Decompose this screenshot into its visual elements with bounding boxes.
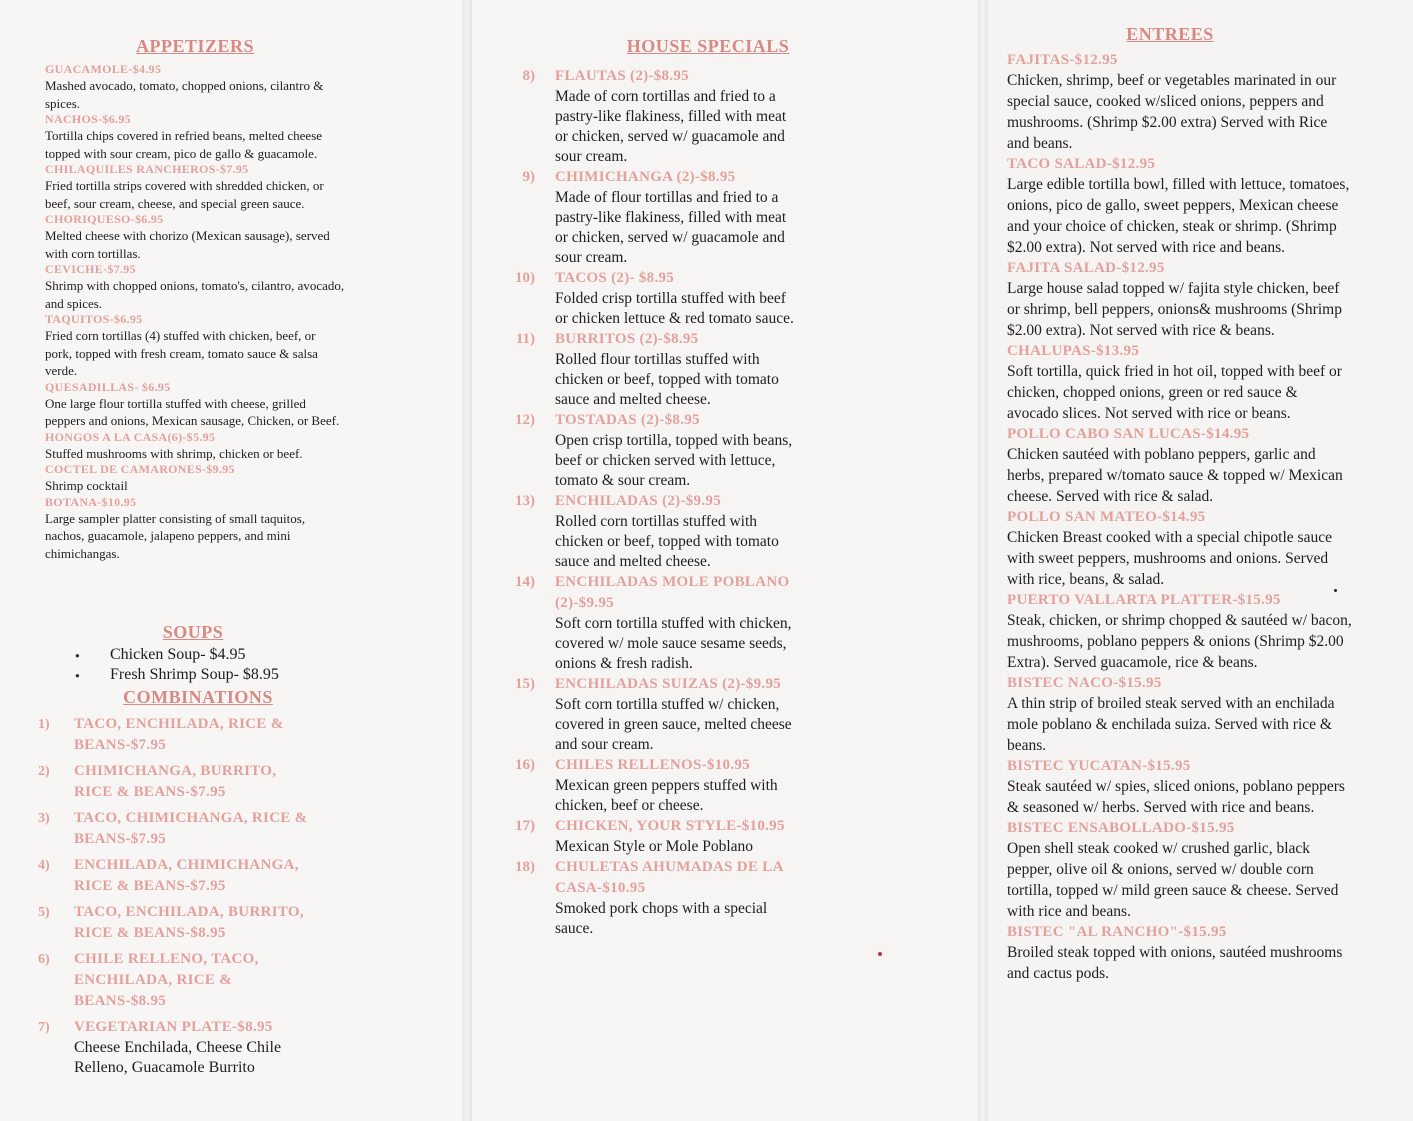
entree-title: TACO SALAD-$12.95 <box>1007 156 1156 172</box>
combination-number: 1) <box>38 717 50 732</box>
appetizer-item <box>45 212 345 262</box>
combination-title: CHIMICHANGA, BURRITO, RICE & BEANS-$7.95 <box>74 763 277 800</box>
appetizer-description: Tortilla chips covered in refried beans, melted cheese topped with sour cream, pico de gallo & guacamole. <box>45 128 323 161</box>
house-special-description: Rolled flour tortillas stuffed with chicken or beef, topped with tomato sauce and melted cheese. <box>555 351 779 408</box>
print-speck <box>1334 589 1337 592</box>
entree-item <box>1007 424 1352 507</box>
combination-number: 5) <box>38 905 50 920</box>
house-special-description: Mexican Style or Mole Poblano <box>555 838 754 855</box>
combination-title: TACO, ENCHILADA, BURRITO, RICE & BEANS-$8.95 <box>74 904 304 941</box>
combination-title: TACO, ENCHILADA, RICE & BEANS-$7.95 <box>74 716 284 753</box>
entree-item <box>1007 673 1352 756</box>
appetizer-title: CHILAQUILES RANCHEROS-$7.95 <box>45 162 249 176</box>
house-special-title: ENCHILADAS SUIZAS (2)-$9.95 <box>555 676 782 692</box>
soup-item: ● Chicken Soup- $4.95 <box>75 645 279 665</box>
entree-description: Open shell steak cooked w/ crushed garlic, black pepper, olive oil & onions, served w/ double corn tortilla, topped w/ mild green sauce & cheese. Served with rice and beans. <box>1007 840 1339 920</box>
entree-title: BISTEC "AL RANCHO"-$15.95 <box>1007 924 1227 940</box>
house-special-description: Made of flour tortillas and fried to a pastry-like flakiness, filled with meat or chicken, served w/ guacamole and sour cream. <box>555 189 787 266</box>
entree-title: POLLO CABO SAN LUCAS-$14.95 <box>1007 426 1250 442</box>
house-special-title: ENCHILADAS (2)-$9.95 <box>555 493 722 509</box>
entree-description: A thin strip of broiled steak served with an enchilada mole poblano & enchilada suiza. Served with rice & beans. <box>1007 695 1335 754</box>
house-special-title: TOSTADAS (2)-$8.95 <box>555 412 700 428</box>
combination-title: TACO, CHIMICHANGA, RICE & BEANS-$7.95 <box>74 810 308 847</box>
combination-title: CHILE RELLENO, TACO, ENCHILADA, RICE & BEANS-$8.95 <box>74 951 259 1009</box>
house-special-item <box>515 329 795 410</box>
house-special-number: 16) <box>515 757 535 773</box>
house-special-description: Folded crisp tortilla stuffed with beef or chicken lettuce & red tomato sauce. <box>555 290 794 327</box>
appetizer-description: Mashed avocado, tomato, chopped onions, cilantro & spices. <box>45 78 324 111</box>
appetizer-title: CHORIQUESO-$6.95 <box>45 212 164 226</box>
combination-number: 2) <box>38 764 50 779</box>
entree-description: Chicken sautéed with poblano peppers, garlic and herbs, prepared w/tomato sauce & topped w/ Mexican cheese. Served with rice & salad. <box>1007 446 1343 505</box>
appetizer-description: Shrimp with chopped onions, tomato's, cilantro, avocado, and spices. <box>45 278 345 311</box>
appetizer-description: Large sampler platter consisting of small taquitos, nachos, guacamole, jalapeno peppers, and mini chimichangas. <box>45 510 306 561</box>
combination-title: VEGETARIAN PLATE-$8.95 <box>74 1019 273 1035</box>
appetizer-description: Shrimp cocktail <box>45 478 128 493</box>
combination-item <box>38 949 308 1012</box>
appetizer-item <box>45 380 345 430</box>
appetizer-item <box>45 62 345 112</box>
appetizers-list <box>45 62 345 562</box>
house-specials-list <box>515 66 795 939</box>
soups-heading: SOUPS <box>162 622 224 642</box>
entree-item <box>1007 50 1352 154</box>
appetizer-item <box>45 430 345 463</box>
house-special-number: 14) <box>515 574 535 590</box>
page-fold <box>978 0 988 1121</box>
house-special-title: TACOS (2)- $8.95 <box>555 270 675 286</box>
entree-title: CHALUPAS-$13.95 <box>1007 343 1140 359</box>
appetizer-title: BOTANA-$10.95 <box>45 494 137 509</box>
combination-item <box>38 714 308 756</box>
house-special-number: 12) <box>515 412 535 428</box>
entree-title: PUERTO VALLARTA PLATTER-$15.95 <box>1007 592 1281 608</box>
appetizer-title: CEVICHE-$7.95 <box>45 262 136 276</box>
entree-item <box>1007 818 1352 922</box>
entree-title: BISTEC NACO-$15.95 <box>1007 675 1162 691</box>
entree-item <box>1007 258 1352 341</box>
house-special-description: Rolled corn tortillas stuffed with chicken or beef, topped with tomato sauce and melted cheese. <box>555 513 779 570</box>
entree-description: Steak sautéed w/ spies, sliced onions, poblano peppers & seasoned w/ herbs. Served with rice and beans. <box>1007 778 1345 816</box>
appetizer-description: Fried tortilla strips covered with shredded chicken, or beef, sour cream, cheese, and special green sauce. <box>45 178 324 211</box>
house-specials-heading: HOUSE SPECIALS <box>626 36 790 56</box>
appetizer-title: COCTEL DE CAMARONES-$9.95 <box>45 462 235 476</box>
appetizer-item <box>45 312 345 380</box>
entree-title: BISTEC ENSABOLLADO-$15.95 <box>1007 820 1235 836</box>
house-special-item <box>515 674 795 755</box>
entree-item <box>1007 341 1352 424</box>
entree-item <box>1007 154 1352 258</box>
entrees-list <box>1007 50 1352 984</box>
house-special-item <box>522 66 795 167</box>
page-fold <box>462 0 472 1121</box>
appetizer-description: Stuffed mushrooms with shrimp, chicken or beef. <box>45 445 303 461</box>
combinations-heading: COMBINATIONS <box>123 687 273 707</box>
appetizer-description: One large flour tortilla stuffed with cheese, grilled peppers and onions, Mexican sausage, Chicken, or Beef. <box>45 395 340 428</box>
house-special-description: Mexican green peppers stuffed with chicken, beef or cheese. <box>555 777 778 814</box>
house-special-title: CHIMICHANGA (2)-$8.95 <box>555 169 736 185</box>
house-special-item <box>515 572 795 674</box>
appetizer-title: QUESADILLAS- $6.95 <box>45 379 171 394</box>
house-special-description: Open crisp tortilla, topped with beans, beef or chicken served with lettuce, tomato & sour cream. <box>555 432 793 489</box>
combination-item <box>38 808 308 850</box>
house-special-description: Made of corn tortillas and fried to a pastry-like flakiness, filled with meat or chicken, served w/ guacamole and sour cream. <box>555 88 787 165</box>
appetizer-description: Melted cheese with chorizo (Mexican sausage), served with corn tortillas. <box>45 228 330 261</box>
appetizer-item <box>45 262 345 312</box>
house-special-description: Smoked pork chops with a special sauce. <box>555 900 768 937</box>
house-special-title: CHULETAS AHUMADAS DE LA CASA-$10.95 <box>555 859 783 896</box>
house-special-item <box>515 857 795 939</box>
entree-description: Steak, chicken, or shrimp chopped & sautéed w/ bacon, mushrooms, poblano peppers & onions (Shrimp $2.00 Extra). Served guacamole, rice & beans. <box>1007 612 1352 671</box>
combination-item <box>38 902 308 944</box>
appetizer-title: GUACAMOLE-$4.95 <box>45 62 162 76</box>
entree-item <box>1007 756 1352 818</box>
house-special-number: 9) <box>522 169 535 185</box>
appetizer-description: Fried corn tortillas (4) stuffed with chicken, beef, or pork, topped with fresh cream, tomato sauce & salsa verde. <box>45 328 318 378</box>
house-special-title: BURRITOS (2)-$8.95 <box>555 331 699 347</box>
entree-description: Chicken Breast cooked with a special chipotle sauce with sweet peppers, mushrooms and onions. Served with rice, beans, & salad. <box>1007 529 1332 588</box>
house-special-number: 18) <box>515 859 535 875</box>
house-special-number: 11) <box>515 331 535 347</box>
entree-title: FAJITAS-$12.95 <box>1007 52 1118 68</box>
house-special-title: FLAUTAS (2)-$8.95 <box>555 68 689 84</box>
print-speck <box>878 952 882 956</box>
appetizer-item <box>45 112 345 162</box>
soups-list <box>75 645 279 685</box>
house-special-title: CHICKEN, YOUR STYLE-$10.95 <box>555 818 785 834</box>
combination-number: 3) <box>38 811 50 826</box>
appetizer-item <box>45 495 345 563</box>
entree-description: Soft tortilla, quick fried in hot oil, topped with beef or chicken, chopped onions, green or red sauce & avocado slices. Not served with rice or beans. <box>1007 363 1342 422</box>
entree-item <box>1007 590 1352 673</box>
appetizer-item <box>45 162 345 212</box>
appetizer-title: HONGOS A LA CASA(6)-$5.95 <box>45 429 216 444</box>
entrees-heading: ENTREES <box>1126 24 1214 44</box>
entree-title: BISTEC YUCATAN-$15.95 <box>1007 758 1191 774</box>
soup-item: ● Fresh Shrimp Soup- $8.95 <box>75 665 279 685</box>
appetizer-title: NACHOS-$6.95 <box>45 112 131 126</box>
house-special-item <box>522 167 795 268</box>
combination-item <box>38 1017 308 1078</box>
house-special-item <box>515 755 795 816</box>
combination-title: ENCHILADA, CHIMICHANGA, RICE & BEANS-$7.95 <box>74 857 299 894</box>
entree-description: Large house salad topped w/ fajita style chicken, beef or shrimp, bell peppers, onions& mushrooms (Shrimp $2.00 extra). Not served with rice & beans. <box>1007 280 1342 339</box>
appetizer-title: TAQUITOS-$6.95 <box>45 312 143 326</box>
house-special-number: 13) <box>515 493 535 509</box>
combinations-list <box>38 714 308 1083</box>
entree-title: POLLO SAN MATEO-$14.95 <box>1007 509 1206 525</box>
house-special-item <box>515 268 795 329</box>
house-special-number: 17) <box>515 818 535 834</box>
combination-number: 6) <box>38 952 50 967</box>
house-special-description: Soft corn tortilla stuffed w/ chicken, covered in green sauce, melted cheese and sour cream. <box>555 696 792 753</box>
house-special-title: ENCHILADAS MOLE POBLANO (2)-$9.95 <box>555 574 790 611</box>
entree-item <box>1007 922 1352 984</box>
house-special-number: 15) <box>515 676 535 692</box>
appetizers-heading: APPETIZERS <box>135 36 255 56</box>
house-special-item <box>515 491 795 572</box>
house-special-title: CHILES RELLENOS-$10.95 <box>555 757 750 773</box>
combination-item <box>38 761 308 803</box>
entree-title: FAJITA SALAD-$12.95 <box>1007 260 1165 276</box>
entree-description: Chicken, shrimp, beef or vegetables marinated in our special sauce, cooked w/sliced onions, peppers and mushrooms. (Shrimp $2.00 extra) Served with Rice and beans. <box>1007 72 1337 152</box>
combination-number: 7) <box>38 1020 50 1035</box>
house-special-item <box>515 816 795 857</box>
house-special-description: Soft corn tortilla stuffed with chicken, covered w/ mole sauce sesame seeds, onions & fresh radish. <box>555 615 792 672</box>
combination-item <box>38 855 308 897</box>
house-special-number: 10) <box>515 270 535 286</box>
combination-description: Cheese Enchilada, Cheese Chile Relleno, Guacamole Burrito <box>74 1039 282 1076</box>
entree-item <box>1007 507 1352 590</box>
combination-number: 4) <box>38 858 50 873</box>
entree-description: Large edible tortilla bowl, filled with lettuce, tomatoes, onions, pico de gallo, sweet peppers, Mexican cheese and your choice of chicken, steak or shrimp. (Shrimp $2.00 extra). Not served with rice and beans. <box>1007 176 1350 256</box>
house-special-item <box>515 410 795 491</box>
entree-description: Broiled steak topped with onions, sautéed mushrooms and cactus pods. <box>1007 944 1343 982</box>
appetizer-item <box>45 462 345 495</box>
house-special-number: 8) <box>522 68 535 84</box>
